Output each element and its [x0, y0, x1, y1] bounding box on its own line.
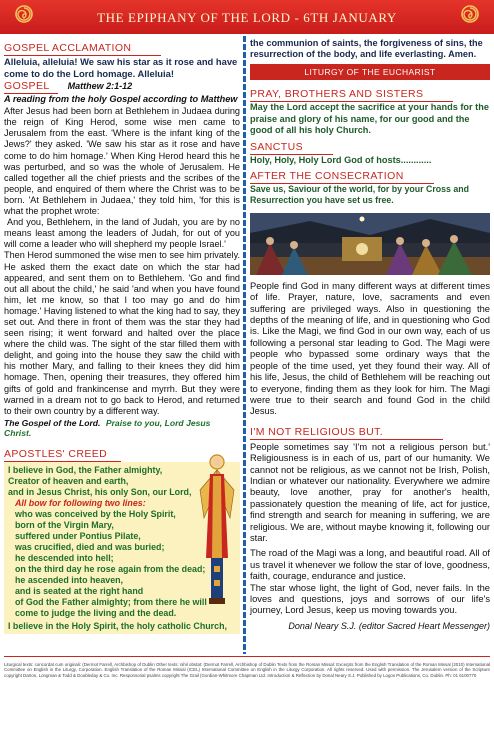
- gospel-heading: GOSPEL: [4, 80, 58, 94]
- creed-line: I believe in God, the Father almighty,: [8, 464, 163, 475]
- gospel-body-continued: Then Herod summoned the wise men to see him privately. He asked them the exact date on which the star had appeared, and sent them on to Bethlehem. 'Go and find out all about the child,' he said 'and when you have found him, let me know, so that I too may go and do him homage.' Having listened to what the king had to say, they set out. And there in front of them was the star they had seen rising; it went forward and halted over the place where the child was. The sight of the star filled them with delight, and going into the house they saw the child with his mother Mary, and falling to their knees they did him homage. Then, opening their treasures, they offered him gifts of gold and frankincense and myrrh. But they were warned in a dream not to go back to Herod, and returned to their own country by a different way.: [4, 250, 240, 416]
- page-header: [0, 0, 494, 34]
- sanctus-text: Holy, Holy, Holy Lord God of hosts............: [250, 154, 432, 165]
- creed-section: [4, 444, 240, 635]
- creed-heading: APOSTLES' CREED: [4, 448, 121, 462]
- column-divider: [243, 36, 246, 654]
- reflection: [250, 281, 490, 632]
- reflection-paragraph: The road of the Magi was a long, and beautiful road. All of us travel it whenever we follow the star of love, goodness, faith, courage, endurance and justice.: [250, 548, 490, 582]
- eucharist-banner: LITURGY OF THE EUCHARIST: [250, 64, 490, 80]
- creed-line: and is seated at the right hand: [15, 586, 144, 597]
- prayer-text: May the Lord accept the sacrifice at your hands for the praise and glory of his name, for our good and the good of all his holy Church.: [250, 102, 489, 136]
- author-signature: Donal Neary S.J. (editor Sacred Heart Messenger): [288, 620, 490, 631]
- acclamation-text: Alleluia, alleluia! We saw his star as it rose and have come to do the Lord homage. Alleluia!: [4, 56, 238, 79]
- gospel-closing-response: Praise to you, Lord Jesus Christ.: [4, 417, 211, 438]
- acclamation-heading: GOSPEL ACCLAMATION: [4, 42, 161, 56]
- creed-line: he descended into hell;: [15, 553, 114, 564]
- creed-line: he ascended into heaven,: [15, 575, 124, 586]
- creed-line: come to judge the living and the dead.: [15, 608, 177, 619]
- creed-line: on the third day he rose again from the dead;: [15, 564, 206, 575]
- creed-line: of God the Father almighty; from there he will: [15, 597, 207, 608]
- footer-rule: [4, 656, 490, 657]
- prayer-heading: PRAY, BROTHERS AND SISTERS: [250, 88, 453, 102]
- gospel-reference: Matthew 2:1-12: [67, 81, 133, 92]
- creed-rubric: All bow for following two lines:: [15, 497, 146, 508]
- creed-line: Creator of heaven and earth,: [8, 475, 129, 486]
- consecration-heading: AFTER THE CONSECRATION: [250, 170, 434, 184]
- angel-illustration-icon: [196, 448, 238, 608]
- gospel-body: After Jesus had been born at Bethlehem in Judaea during the reign of King Herod, some wise men came to Jerusalem from the east. 'Where is the infant king of the Jews?' they asked. 'We saw his star as it rose and have come to do him homage.' When King Herod heard this he was perturbed, and so was the whole of Jerusalem. He called together all the chief priests and the scribes of the people, and enquired of them where the Christ was to be born. 'At Bethlehem in Judaea,' they told him, 'for this is what the prophet wrote:: [4, 106, 240, 217]
- creed-line: who was conceived by the Holy Spirit,: [15, 509, 176, 519]
- sanctus-heading: SANCTUS: [250, 141, 333, 155]
- reflection-heading: I'M NOT RELIGIOUS BUT.: [250, 426, 443, 440]
- creed-line: and in Jesus Christ, his only Son, our Lord,: [8, 486, 192, 497]
- creed-line: suffered under Pontius Pilate,: [15, 531, 141, 542]
- page-title: THE EPIPHANY OF THE LORD - 6TH JANUARY: [97, 10, 397, 25]
- swirl-ornament-icon: [460, 4, 480, 24]
- creed-line: born of the Virgin Mary,: [15, 520, 114, 531]
- creed-continuation: the communion of saints, the forgiveness of sins, the resurrection of the body, and life everlasting. Amen.: [250, 38, 483, 60]
- creed-line: I believe in the Holy Spirit, the holy catholic Church,: [8, 621, 227, 632]
- gospel-quote: And you, Bethlehem, in the land of Judah, you are by no means least among the leaders of Judah, for out of you will come a leader who will shepherd my people Israel.': [4, 217, 240, 250]
- reflection-paragraph: People find God in many different ways at different times of life. Prayer, nature, love, sacraments and even suffering are privileged ways. Also in questioning the depths of the meaning of life, and in questioning who God is. Like the Magi, we find God in our own way, each of us following a personal star leading to God. The Magi were people who bypassed some ordinary ways that the people of the time used, yet they found their way. All of his life, Jesus, the child of Bethlehem will be reaching out to everyone, finding them as they look for him. The Magi were true to their search and found God in the child Jesus.: [250, 280, 490, 417]
- nativity-scene-image: [250, 213, 490, 275]
- gospel-intro: A reading from the holy Gospel according to Matthew: [4, 94, 238, 105]
- reflection-paragraph: The star whose light, the light of God, never fails. In the loves and questions, joys and sorrows of our life's journey, Lord Jesus, keep us moving towards you.: [250, 582, 490, 616]
- reflection-paragraph: People sometimes say 'I'm not a religious person but.' Religiousness is in each of us, part of our humanity. We cannot not be religious, as we cannot not be Irish, Polish, Indian or whatever our nationality. Everywhere we admire beauty, love another, pray for another's health, passionately question the meaning of life, act for justice, find strength and search for meaning in suffering, we are religious. We are, without maybe knowing it, following our star.: [250, 441, 490, 543]
- gospel-closing: [4, 418, 240, 438]
- copyright-footer: Liturgical texts: concordat cum originali: (Dermot Farrell, Archbishop of Dublin Other texts: nihil obstat: (Dermot Farrell, Archbishop of Dublin Texts from the Roman Missal: Excerpts from the English Translation of the Roman Missal (2010) International Committee on English in the Liturgy, Corporation. English Translation of the Roman Missal (ICEL) International Committee on English in the Liturgy Corporation. All rights reserved. Used with permission. The Jerusalem version of the Scripture copyright Darton, Longman & Todd & Doubleday & Co. Inc. Responsorial psalms copyright The Grail (Gordian-Whitmore Chapman Ltd. Introduction & Reflection by Donal Neary S.J. Published by Logos Publications, Co. Dublin. Ph: 01 6100770: [4, 662, 490, 678]
- gospel-closing-acclamation: The Gospel of the Lord.: [4, 417, 101, 428]
- creed-line: was crucified, died and was buried;: [15, 542, 165, 553]
- consecration-text: Save us, Saviour of the world, for by your Cross and Resurrection you have set us free.: [250, 184, 469, 206]
- right-column: [250, 38, 490, 632]
- left-column: [4, 38, 240, 634]
- gospel-heading-row: [4, 80, 240, 94]
- creed-box: [4, 462, 240, 635]
